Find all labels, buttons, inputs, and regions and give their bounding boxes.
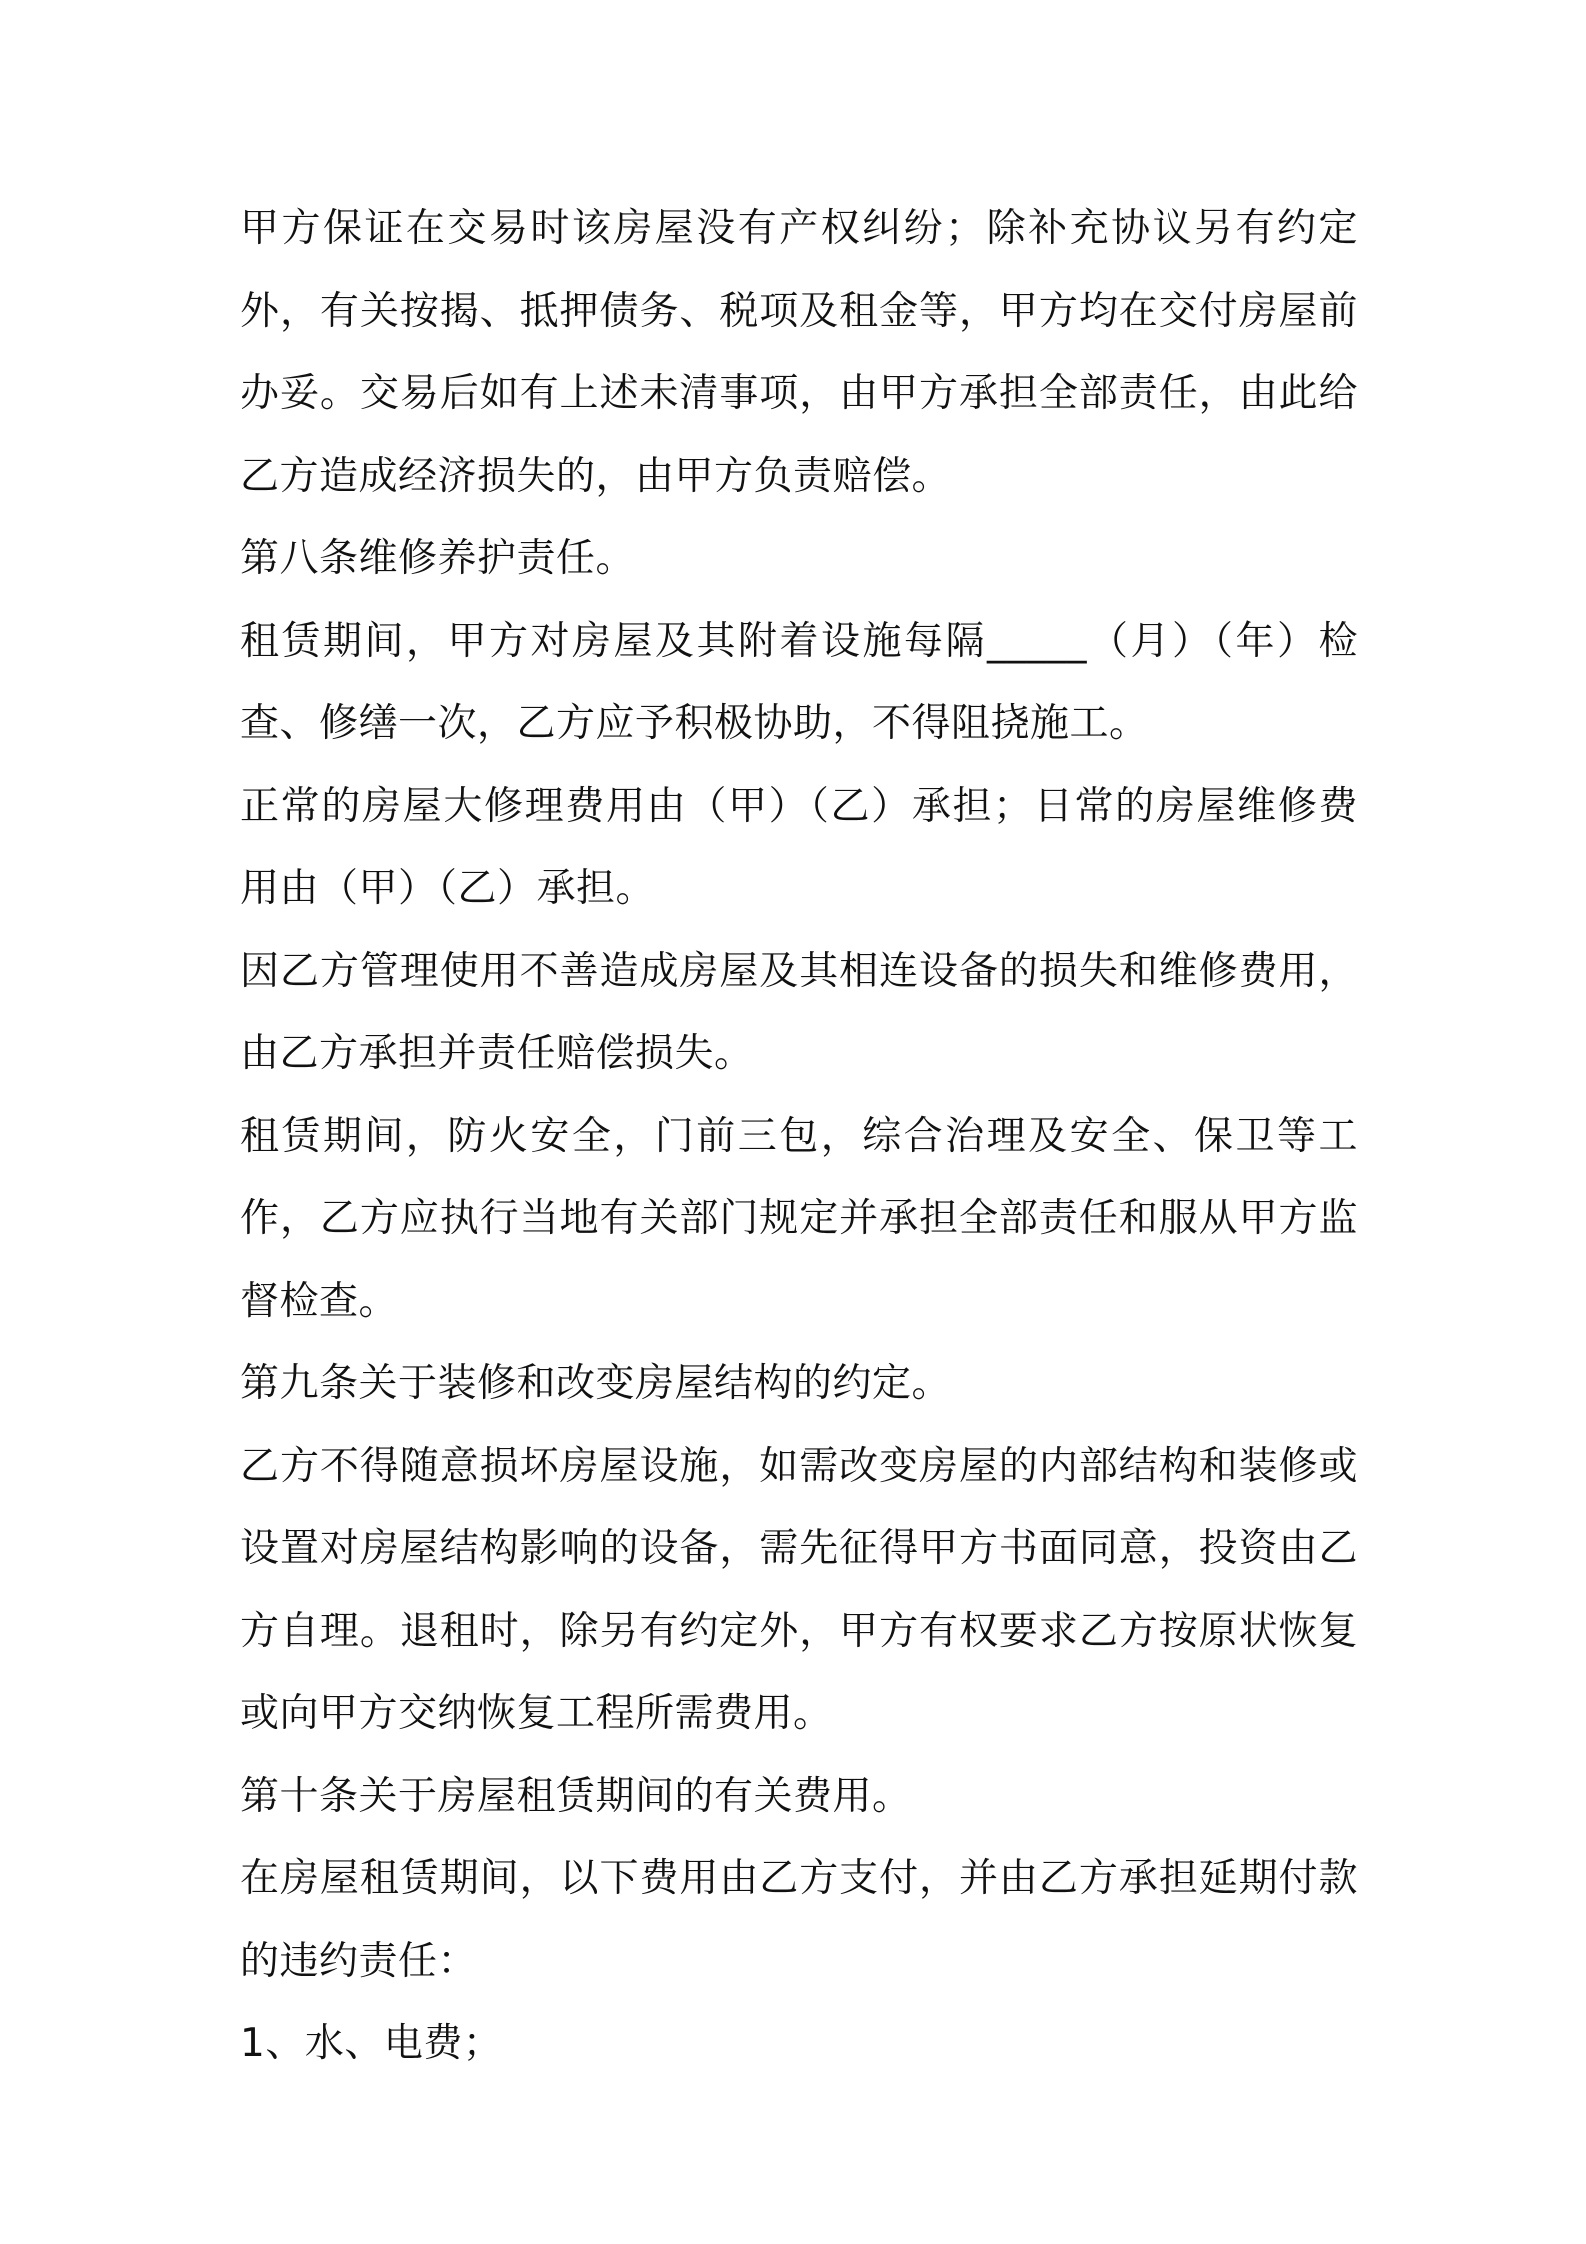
list-item: 1、水、电费； (240, 2021, 503, 2066)
paragraph: 租赁期间，甲方对房屋及其附着设施每隔_____（月）（年）检查、修缮一次，乙方应予积极协助，不得阻挠施工。 (240, 618, 1358, 746)
paragraph: 在房屋租赁期间，以下费用由乙方支付，并由乙方承担延期付款的违约责任： (240, 1856, 1358, 1984)
document-body (240, 188, 1358, 2086)
paragraph: 租赁期间，防火安全，门前三包，综合治理及安全、保卫等工作，乙方应执行当地有关部门规定并承担全部责任和服从甲方监督检查。 (240, 1113, 1358, 1324)
paragraph: 因乙方管理使用不善造成房屋及其相连设备的损失和维修费用，由乙方承担并责任赔偿损失。 (240, 948, 1358, 1076)
paragraph: 甲方保证在交易时该房屋没有产权纠纷；除补充协议另有约定外，有关按揭、抵押债务、税项及租金等，甲方均在交付房屋前办妥。交易后如有上述未清事项，由甲方承担全部责任，由此给乙方造成经济损失的，由甲方负责赔偿。 (240, 206, 1358, 499)
paragraph: 正常的房屋大修理费用由（甲）（乙）承担；日常的房屋维修费用由（甲）（乙）承担。 (240, 783, 1358, 911)
section-heading: 第九条关于装修和改变房屋结构的约定。 (240, 1361, 952, 1406)
paragraph: 乙方不得随意损坏房屋设施，如需改变房屋的内部结构和装修或设置对房屋结构影响的设备，需先征得甲方书面同意，投资由乙方自理。退租时，除另有约定外，甲方有权要求乙方按原状恢复或向甲方交纳恢复工程所需费用。 (240, 1443, 1358, 1736)
section-heading: 第十条关于房屋租赁期间的有关费用。 (240, 1773, 912, 1819)
section-heading: 第八条维修养护责任。 (240, 536, 636, 581)
